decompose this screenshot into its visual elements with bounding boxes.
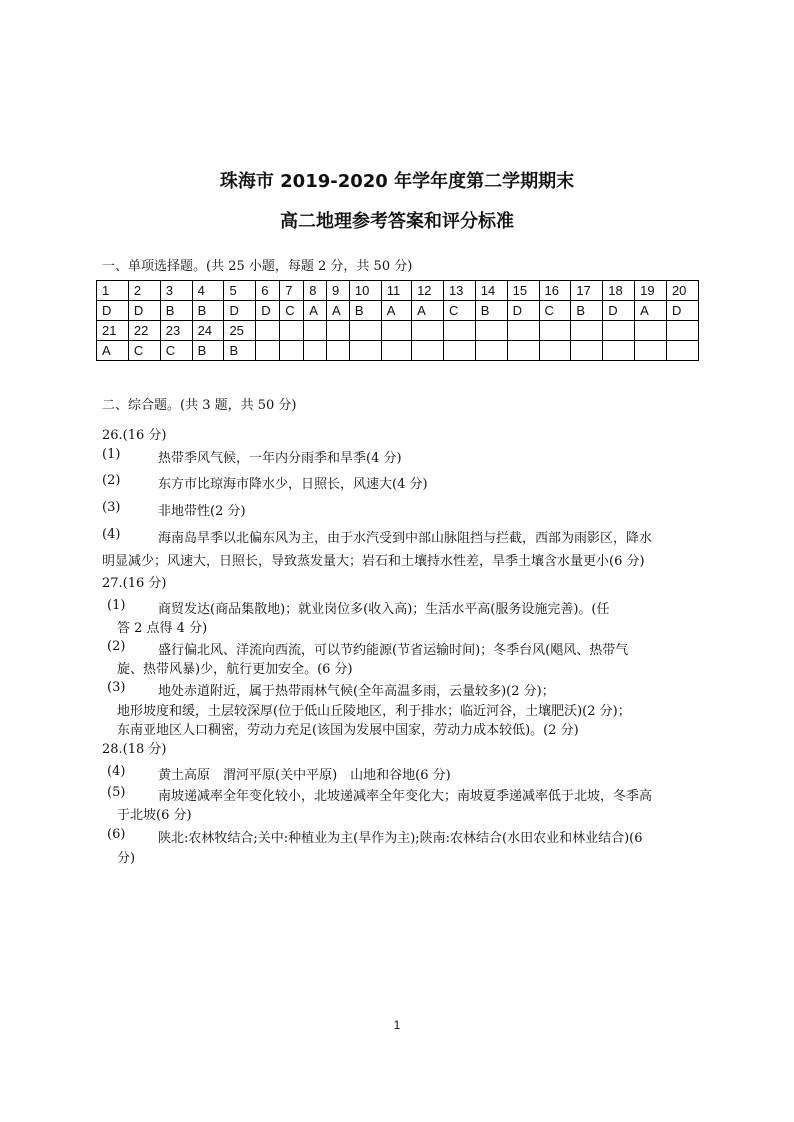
- table-cell: 18: [603, 281, 635, 301]
- table-cell: 15: [507, 281, 539, 301]
- table-cell: 3: [160, 281, 192, 301]
- q27-item2-continued: 旋、热带风暴)少，航行更加安全。(6 分): [117, 662, 353, 677]
- table-cell: B: [192, 301, 224, 321]
- table-cell: [603, 321, 635, 341]
- table-cell: [280, 341, 304, 361]
- table-cell: [304, 321, 327, 341]
- page-number: 1: [393, 1018, 401, 1032]
- table-cell: [507, 341, 539, 361]
- table-cell: C: [160, 341, 192, 361]
- table-cell: 6: [256, 281, 280, 301]
- table-row: [97, 341, 699, 361]
- table-cell: [635, 321, 667, 341]
- q27-item3-continued1: 地形坡度和缓，土层较深厚(位于低山丘陵地区，利于排水；临近河谷，土壤肥沃)(2 分)；: [117, 704, 631, 719]
- q26-item4-continued: 明显减少；风速大，日照长，导致蒸发量大；岩石和土壤持水性差，旱季土壤含水量更小(6 分): [102, 554, 645, 569]
- table-cell: A: [327, 301, 350, 321]
- q28-item5-text: 南坡递减率全年变化较小，北坡递减率全年变化大；南坡夏季递减率低于北坡，冬季高: [158, 789, 653, 804]
- table-cell: B: [475, 301, 507, 321]
- table-row: [97, 301, 699, 321]
- table-cell: [327, 321, 350, 341]
- table-cell: [381, 321, 411, 341]
- q26-item3-text: 非地带性(2 分): [158, 504, 246, 519]
- table-cell: 8: [304, 281, 327, 301]
- table-cell: [539, 341, 571, 361]
- document-title: 珠海市 2019-2020 年学年度第二学期期末: [219, 171, 575, 192]
- table-cell: [304, 341, 327, 361]
- q27-item3-text: 地处赤道附近，属于热带雨林气候(全年高温多雨，云量较多)(2 分)；: [158, 684, 555, 699]
- table-cell: [256, 321, 280, 341]
- table-cell: [539, 321, 571, 341]
- q28-item6-num: (6): [107, 827, 126, 842]
- q27-item1-continued: 答 2 点得 4 分): [117, 621, 208, 636]
- table-cell: 2: [128, 281, 160, 301]
- table-cell: [349, 341, 381, 361]
- table-cell: 4: [192, 281, 224, 301]
- q26-item1-text: 热带季风气候，一年内分雨季和旱季(4 分): [158, 451, 402, 466]
- table-cell: C: [280, 301, 304, 321]
- q26-title: 26.(16 分): [102, 428, 167, 443]
- table-cell: D: [603, 301, 635, 321]
- q28-item5-continued: 于北坡(6 分): [117, 808, 192, 823]
- q28-item6-text: 陕北:农林牧结合;关中:种植业为主(旱作为主);陕南:农林结合(水田农业和林业结合)(6: [158, 831, 643, 846]
- table-cell: A: [381, 301, 411, 321]
- table-cell: 12: [412, 281, 444, 301]
- q27-item1-num: (1): [107, 598, 126, 613]
- section1-heading: 一、单项选择题。(共 25 小题，每题 2 分，共 50 分): [102, 259, 413, 274]
- table-cell: [666, 341, 698, 361]
- table-cell: D: [128, 301, 160, 321]
- table-cell: 13: [443, 281, 475, 301]
- table-cell: 20: [666, 281, 698, 301]
- table-cell: [571, 341, 603, 361]
- table-cell: 16: [539, 281, 571, 301]
- table-cell: A: [304, 301, 327, 321]
- table-cell: [349, 321, 381, 341]
- table-cell: B: [349, 301, 381, 321]
- table-cell: 1: [97, 281, 129, 301]
- table-cell: B: [160, 301, 192, 321]
- table-cell: [256, 341, 280, 361]
- table-cell: 24: [192, 321, 224, 341]
- q28-title: 28.(18 分): [102, 742, 167, 757]
- table-cell: D: [666, 301, 698, 321]
- table-cell: 22: [128, 321, 160, 341]
- table-cell: 10: [349, 281, 381, 301]
- table-row: [97, 321, 699, 341]
- q27-item3-continued2: 东南亚地区人口稠密，劳动力充足(该国为发展中国家，劳动力成本较低)。(2 分): [117, 723, 579, 738]
- table-cell: 21: [97, 321, 129, 341]
- table-cell: [635, 341, 667, 361]
- table-cell: [507, 321, 539, 341]
- table-cell: B: [224, 341, 256, 361]
- table-cell: D: [97, 301, 129, 321]
- table-cell: 9: [327, 281, 350, 301]
- table-cell: D: [224, 301, 256, 321]
- table-cell: [603, 341, 635, 361]
- q26-item3-num: (3): [102, 500, 121, 515]
- table-cell: C: [128, 341, 160, 361]
- table-cell: 17: [571, 281, 603, 301]
- table-cell: [443, 321, 475, 341]
- table-cell: [475, 321, 507, 341]
- table-cell: [412, 321, 444, 341]
- document-subtitle: 高二地理参考答案和评分标准: [280, 211, 514, 232]
- q27-title: 27.(16 分): [102, 576, 167, 591]
- q28-item5-num: (5): [107, 785, 126, 800]
- q26-item1-num: (1): [102, 447, 121, 462]
- table-cell: [443, 341, 475, 361]
- table-cell: [475, 341, 507, 361]
- q28-item6-continued: 分): [117, 851, 136, 866]
- q26-item4-num: (4): [102, 527, 121, 542]
- table-cell: 11: [381, 281, 411, 301]
- table-cell: C: [443, 301, 475, 321]
- table-cell: [381, 341, 411, 361]
- table-cell: A: [412, 301, 444, 321]
- table-cell: [571, 321, 603, 341]
- table-cell: A: [97, 341, 129, 361]
- table-cell: C: [539, 301, 571, 321]
- table-row: [97, 281, 699, 301]
- q26-item2-num: (2): [102, 473, 121, 488]
- table-cell: 14: [475, 281, 507, 301]
- answer-table: [96, 280, 699, 361]
- q26-item2-text: 东方市比琼海市降水少，日照长，风速大(4 分): [158, 477, 428, 492]
- table-cell: D: [256, 301, 280, 321]
- table-cell: B: [571, 301, 603, 321]
- q28-item4-text: 黄土高原 渭河平原(关中平原) 山地和谷地(6 分): [158, 768, 451, 783]
- table-cell: A: [635, 301, 667, 321]
- q27-item1-text: 商贸发达(商品集散地)；就业岗位多(收入高)；生活水平高(服务设施完善)。(任: [158, 602, 610, 617]
- section2-heading: 二、综合题。(共 3 题，共 50 分): [102, 398, 297, 413]
- table-cell: 7: [280, 281, 304, 301]
- table-cell: [327, 341, 350, 361]
- q27-item2-text: 盛行偏北风、洋流向西流，可以节约能源(节省运输时间)；冬季台风(飓风、热带气: [158, 643, 629, 658]
- q27-item3-num: (3): [107, 680, 126, 695]
- table-cell: 25: [224, 321, 256, 341]
- table-cell: B: [192, 341, 224, 361]
- table-cell: 5: [224, 281, 256, 301]
- q28-item4-num: (4): [107, 764, 126, 779]
- q26-item4-text: 海南岛旱季以北偏东风为主，由于水汽受到中部山脉阻挡与拦截，西部为雨影区，降水: [158, 531, 653, 546]
- q27-item2-num: (2): [107, 639, 126, 654]
- table-cell: [666, 321, 698, 341]
- table-cell: [412, 341, 444, 361]
- table-cell: D: [507, 301, 539, 321]
- table-cell: 19: [635, 281, 667, 301]
- table-cell: 23: [160, 321, 192, 341]
- table-cell: [280, 321, 304, 341]
